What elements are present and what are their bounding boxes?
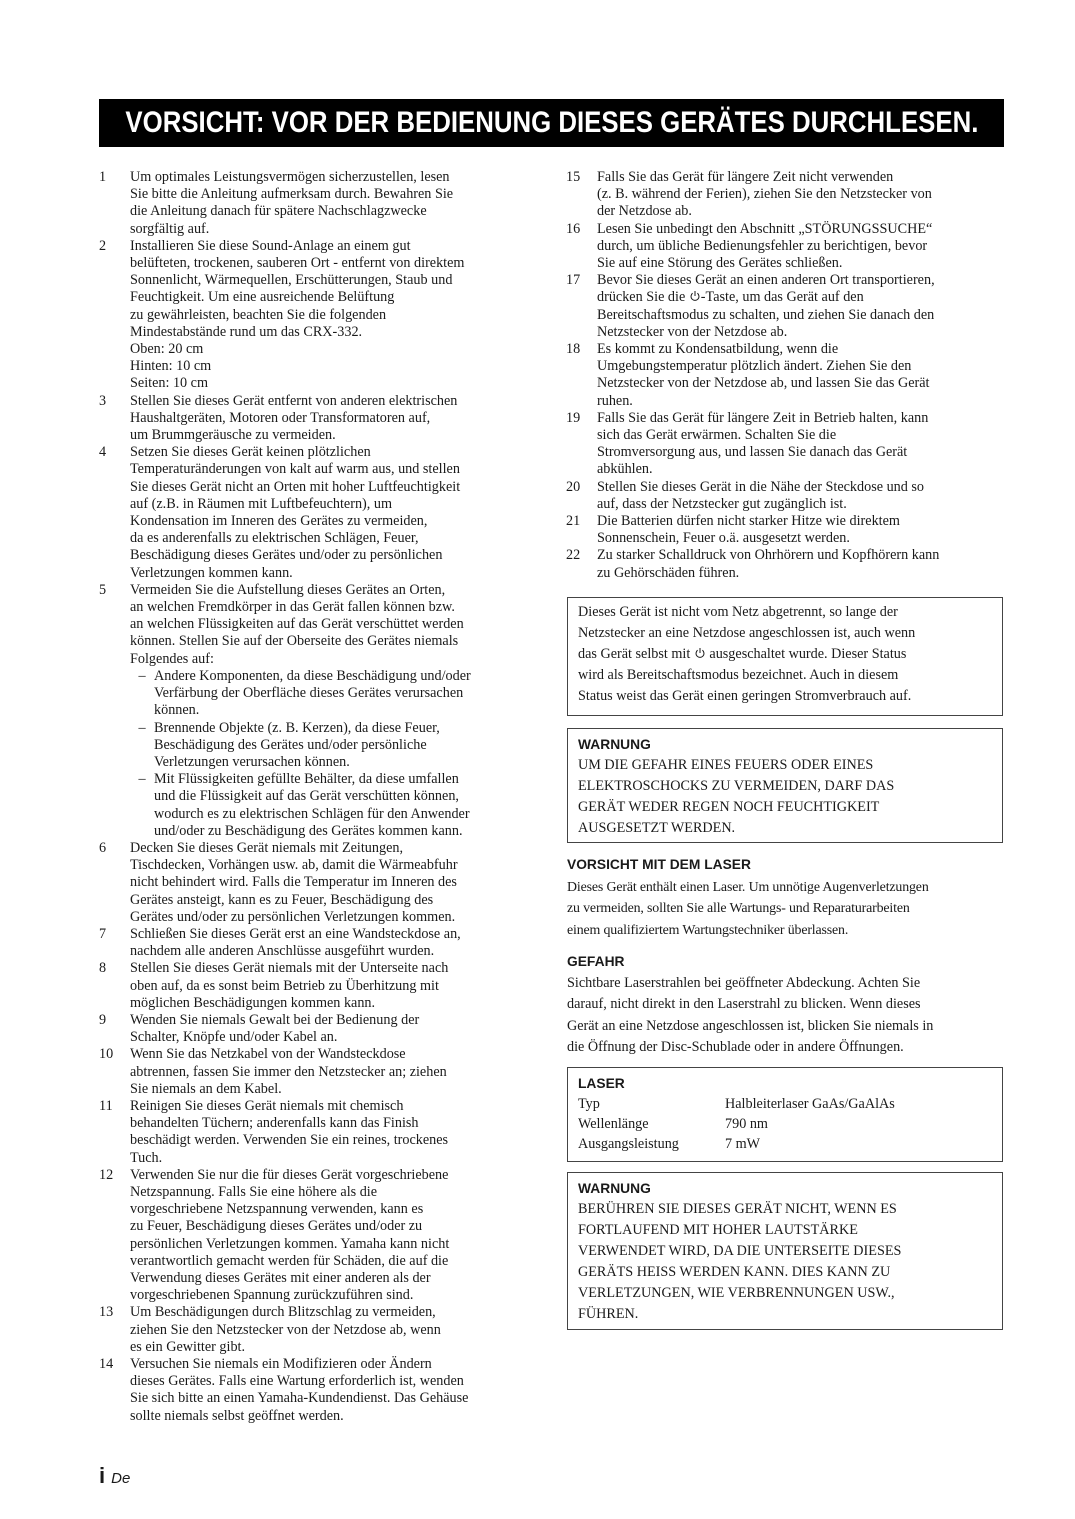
item-number: 16 [566,220,581,237]
text-line: da es anderenfalls zu elektrischen Schlägen, Feuer, [130,530,419,547]
text-line: belüfteten, trockenen, sauberen Ort - entfernt von direktem [130,255,465,272]
item-text [130,393,537,445]
item-text [597,479,1004,513]
text-line: Reinigen Sie dieses Gerät niemals mit chemisch [130,1097,404,1114]
item-number: 12 [99,1166,114,1183]
left-column [99,169,537,1425]
item-number: 3 [99,392,107,409]
sub-item-dash: – [138,667,146,684]
text-line: Verletzungen verursachen können. [154,753,350,770]
text-line: Lesen Sie unbedingt den Abschnitt „STÖRUNGSSUCHE“ [597,220,933,237]
danger-heading: GEFAHR [567,954,625,969]
item-text [597,221,1004,273]
text-line: Netzstecker von der Netzdose ab, und lassen Sie das Gerät [597,375,930,392]
list-item [99,444,537,582]
page-title: VORSICHT: VOR DER BEDIENUNG DIESES GERÄTES DURCHLESEN. [125,106,978,139]
list-item [99,393,537,445]
list-item [99,960,537,1012]
list-item [99,1356,537,1425]
text-line: Verwendung dieses Gerätes mit einer anderen als der [130,1270,431,1286]
item-number: 19 [566,409,581,426]
text-line: die Anleitung danach für spätere Nachschlagzwecke [130,203,427,220]
text-line: Beschädigung des Gerätes und/oder persönliche [154,736,427,753]
item-text [130,238,537,393]
item-number: 1 [99,169,107,185]
text-line: FÜHREN. [578,1306,639,1322]
item-number: 20 [566,478,581,495]
list-item [566,479,1004,513]
text-line: Sonnenschein, Feuer o.ä. ausgesetzt werden. [597,530,850,547]
sub-item-dash: – [138,719,146,736]
item-text [130,169,537,238]
list-item [99,926,537,960]
text-line: können. [154,702,200,719]
box-heading: WARNUNG [578,1181,651,1196]
item-number: 21 [566,513,581,530]
text-line: Wenn Sie das Netzkabel von der Wandsteckdose [130,1046,406,1063]
list-item [566,169,1004,221]
text-line: Oben: 20 cm [130,341,204,358]
warning-box-moisture [567,728,1003,843]
text-line: Sichtbare Laserstrahlen bei geöffneter Abdeckung. Achten Sie [567,975,921,991]
text-line: beschädigt werden. Verwenden Sie ein reines, trockenes [130,1132,449,1149]
power-standby-icon [694,647,706,659]
text-line: die Öffnung der Disc-Schublade oder in andere Öffnungen. [567,1038,904,1055]
item-number: 15 [566,169,581,185]
text-line: zu vermeiden, sollten Sie alle Wartungs- und Reparaturarbeiten [567,901,910,917]
text-line: Decken Sie dieses Gerät niemals mit Zeitungen, [130,839,404,856]
text-line: Bevor Sie dieses Gerät an einen anderen Ort transportieren, [597,272,935,289]
text-line: GERÄTS HEISS WERDEN KANN. DIES KANN ZU [578,1264,891,1280]
text-line: Umgebungstemperatur plötzlich ändert. Ziehen Sie den [597,358,912,375]
text-line: ruhen. [597,392,633,409]
item-number: 8 [99,960,107,977]
text-line: zu Gehörschäden führen. [597,564,740,581]
text-line: Netzstecker an eine Netzdose angeschlossen ist, auch wenn [578,625,916,641]
text-line: Gerätes ansteigt, kann es zu Feuer, Beschädigung des [130,891,434,908]
laser-caution-text [567,877,1005,941]
list-item [99,1046,537,1098]
text-line: zu Feuer, Beschädigung dieses Gerätes und/oder zu [130,1218,423,1235]
item-text [597,513,1004,547]
list-item [99,1098,537,1167]
item-number: 17 [566,272,581,289]
right-column [566,169,1004,582]
text-line: ELEKTROSCHOCKS ZU VERMEIDEN, DARF DAS [578,778,895,794]
danger-text [567,973,1005,1058]
spec-label: Wellenlänge [578,1116,649,1132]
text-line: Dieses Gerät enthält einen Laser. Um unnötige Augenverletzungen [567,880,929,895]
sub-item-text [154,668,537,720]
text-line: Seiten: 10 cm [130,375,209,392]
text-line: das Gerät selbst mit ausgeschaltet wurde. Dieser Status [578,646,907,662]
text-line: vorgeschriebenen Spannung zurückzuführen sind. [130,1287,414,1304]
text-line: einem qualifiziertem Wartungstechniker überlassen. [567,922,849,938]
spec-value: 790 nm [725,1116,768,1132]
text-line: darauf, nicht direkt in den Laserstrahl zu blicken. Wenn dieses [567,996,921,1013]
text-line: Gerätes und/oder zu persönlichen Verletzungen kommen. [130,908,456,925]
text-line: Um optimales Leistungsvermögen sicherzustellen, lesen [130,169,450,185]
text-line: drücken Sie die -Taste, um das Gerät auf den [597,289,864,306]
text-line: Stellen Sie dieses Gerät in die Nähe der Steckdose und so [597,478,925,495]
list-item [566,410,1004,479]
list-item [99,840,537,926]
item-text [130,1356,537,1425]
text-line: und/oder zu Beschädigung des Gerätes kommen kann. [154,822,463,839]
list-item [566,547,1004,581]
list-item [99,1012,537,1046]
laser-caution-heading: VORSICHT MIT DEM LASER [567,857,751,872]
text-line: Gerät an eine Netzdose angeschlossen ist, blicken Sie niemals in [567,1017,934,1034]
spec-row [578,1094,992,1114]
list-item [99,238,537,393]
sub-item-text [154,720,537,772]
text-line: Wenden Sie niemals Gewalt bei der Bedienung der [130,1011,420,1028]
item-text [597,341,1004,410]
item-text [130,926,537,960]
text-line: Temperaturänderungen von kalt auf warm aus, und stellen [130,461,460,478]
item-text [597,410,1004,479]
item-number: 5 [99,581,107,598]
item-text [597,547,1004,581]
text-line: Tuch. [130,1149,163,1166]
list-item [566,513,1004,547]
spec-label: Ausgangsleistung [578,1136,679,1152]
sub-list-item [130,771,537,840]
spec-row [578,1114,992,1134]
language-code: De [111,1470,131,1487]
text-line: Beschädigung dieses Gerätes und/oder zu persönlichen [130,547,443,564]
text-line: Folgendes auf: [130,650,214,667]
text-line: an welchen Fremdkörper in das Gerät fallen können bzw. [130,599,455,616]
text-line: Um Beschädigungen durch Blitzschlag zu vermeiden, [130,1304,436,1321]
text-line: Mit Flüssigkeiten gefüllte Behälter, da diese umfallen [154,771,459,788]
text-line: oben auf, da es sonst beim Betrieb zu Überhitzung mit [130,977,439,994]
item-number: 7 [99,925,107,942]
list-item [99,1167,537,1305]
text-line: Dieses Gerät ist nicht vom Netz abgetrennt, so lange der [578,604,898,620]
text-line: BERÜHREN SIE DIESES GERÄT NICHT, WENN ES [578,1201,897,1217]
item-number: 2 [99,237,107,254]
spec-row [578,1134,992,1154]
text-line: Kondensation im Inneren des Gerätes zu vermeiden, [130,513,428,530]
text-line: Verfärbung der Oberfläche dieses Gerätes verursachen [154,685,464,702]
text-line: und die Flüssigkeit auf das Gerät verschütten können, [154,788,459,805]
text-line: auf, dass der Netzstecker gut zugänglich ist. [597,495,847,512]
text-line: Die Batterien dürfen nicht starker Hitze wie direktem [597,513,900,530]
text-line: Falls Sie das Gerät für längere Zeit in Betrieb halten, kann [597,409,929,426]
text-line: nicht behindert wird. Falls die Temperatur im Inneren des [130,874,457,891]
list-item [566,341,1004,410]
text-line: VERWENDET WIRD, DA DIE UNTERSEITE DIESES [578,1243,902,1259]
item-number: 14 [99,1356,114,1373]
text-line: vorgeschriebene Netzspannung verwenden, kann es [130,1201,424,1218]
page-footer [99,1463,130,1489]
text-line: behandelten Tüchern; anderenfalls kann das Finish [130,1115,419,1132]
text-line: Sie niemals an dem Kabel. [130,1080,282,1097]
text-line: der Netzdose ab. [597,203,692,220]
sub-item-dash: – [138,771,146,788]
text-line: durch, um übliche Bedienungsfehler zu berichtigen, bevor [597,237,928,254]
text-line: Sie auf eine Störung des Gerätes schließen. [597,255,843,272]
item-number: 18 [566,341,581,358]
text-line: Vermeiden Sie die Aufstellung dieses Gerätes an Orten, [130,581,446,598]
text-line: wird als Bereitschaftsmodus bezeichnet. Auch in diesem [578,667,899,683]
text-line: UM DIE GEFAHR EINES FEUERS ODER EINES [578,757,874,773]
box-heading: WARNUNG [578,737,651,752]
standby-notice-box [567,597,1003,716]
text-line: an welchen Flüssigkeiten auf das Gerät verschüttet werden [130,616,464,633]
text-line: Sonnenlicht, Wärmequellen, Erschütterungen, Staub und [130,272,453,289]
text-line: Stellen Sie dieses Gerät entfernt von anderen elektrischen [130,392,458,409]
text-line: zu gewährleisten, beachten Sie die folgenden [130,306,387,323]
text-line: verantwortlich gemacht werden für Schäden, die auf die [130,1252,449,1269]
text-line: Stromversorgung aus, und lassen Sie danach das Gerät [597,444,908,461]
text-line: persönlichen Verletzungen kommen. Yamaha kann nicht [130,1235,450,1252]
laser-spec-box [567,1067,1003,1162]
text-line: Schalter, Knöpfe und/oder Kabel an. [130,1029,338,1046]
text-line: FORTLAUFEND MIT HOHER LAUTSTÄRKE [578,1222,858,1238]
text-line: abkühlen. [597,461,653,478]
item-number: 4 [99,444,107,461]
item-number: 9 [99,1011,107,1028]
text-line: um Brummgeräusche zu vermeiden. [130,427,336,444]
text-line: Es kommt zu Kondensatbildung, wenn die [597,341,839,358]
spec-label: Typ [578,1096,600,1112]
text-line: es ein Gewitter gibt. [130,1338,246,1355]
item-text [130,1167,537,1305]
item-text [130,1098,537,1167]
item-number: 22 [566,547,581,564]
item-text [130,1012,537,1046]
text-line: (z. B. während der Ferien), ziehen Sie den Netzstecker von [597,186,932,203]
sub-list-item [130,720,537,772]
item-number: 6 [99,839,107,856]
text-line: ziehen Sie den Netzstecker von der Netzdose ab, wenn [130,1321,441,1338]
item-text [130,960,537,1012]
text-line: Bereitschaftsmodus zu schalten, und ziehen Sie danach den [597,306,935,323]
text-line: Netzstecker von der Netzdose ab. [597,323,788,340]
item-text [130,444,537,582]
item-text [130,1304,537,1356]
list-item [566,272,1004,341]
text-line: Schließen Sie dieses Gerät erst an eine Wandsteckdose an, [130,925,461,942]
item-text [597,272,1004,341]
text-line: Status weist das Gerät einen geringen Stromverbrauch auf. [578,688,912,704]
text-line: auf (z.B. in Räumen mit Luftbefeuchtern), um [130,495,392,512]
item-text [130,840,537,926]
text-line: Feuchtigkeit. Um eine ausreichende Belüftung [130,289,395,306]
text-line: Falls Sie das Gerät für längere Zeit nicht verwenden [597,169,894,185]
text-line: wodurch es zu elektrischen Schlägen für den Anwender [154,805,470,822]
spec-value: 7 mW [725,1136,761,1152]
item-text [130,1046,537,1098]
page-title-bar [99,99,1004,147]
text-line: Zu starker Schalldruck von Ohrhörern und Kopfhörern kann [597,547,940,564]
text-line: GERÄT WEDER REGEN NOCH FEUCHTIGKEIT [578,799,880,815]
text-line: AUSGESETZT WERDEN. [578,820,736,836]
text-line: Sie bitte die Anleitung aufmerksam durch. Bewahren Sie [130,186,454,203]
list-item [99,1304,537,1356]
text-line: sich das Gerät erwärmen. Schalten Sie die [597,427,837,444]
list-item [99,169,537,238]
text-line: VERLETZUNGEN, WIE VERBRENNUNGEN USW., [578,1285,895,1301]
text-line: sollte niemals selbst geöffnet werden. [130,1407,344,1424]
text-line: dieses Gerätes. Falls eine Wartung erforderlich ist, wenden [130,1373,464,1390]
item-number: 13 [99,1304,114,1321]
text-line: Stellen Sie dieses Gerät niemals mit der Unterseite nach [130,960,449,977]
item-number: 10 [99,1046,114,1063]
text-line: Hinten: 10 cm [130,358,212,375]
text-line: sorgfältig auf. [130,220,210,237]
text-line: Mindestabstände rund um das CRX-332. [130,323,363,340]
text-line: Haushaltgeräten, Motoren oder Transformatoren auf, [130,409,431,426]
text-line: abtrennen, fassen Sie immer den Netzstecker an; ziehen [130,1063,447,1080]
text-line: Tischdecken, Vorhängen usw. ab, damit die Wärmeabfuhr [130,857,458,874]
page-number: i [99,1463,106,1488]
list-item [99,582,537,668]
text-line: können. Stellen Sie auf der Oberseite des Gerätes niemals [130,633,459,650]
sub-item-text [154,771,537,840]
text-line: Netzspannung. Falls Sie eine höhere als die [130,1183,378,1200]
item-text [130,582,537,668]
text-line: Brennende Objekte (z. B. Kerzen), da diese Feuer, [154,719,440,736]
text-line: möglichen Beschädigungen kommen kann. [130,994,376,1011]
power-standby-icon [689,290,701,302]
text-line: Andere Komponenten, da diese Beschädigung und/oder [154,667,471,684]
text-line: nachdem alle anderen Anschlüsse ausgeführt wurden. [130,943,435,960]
text-line: Installieren Sie diese Sound-Anlage an einem gut [130,237,411,254]
text-line: Setzen Sie dieses Gerät keinen plötzlichen [130,444,371,461]
list-item [566,221,1004,273]
spec-value: Halbleiterlaser GaAs/GaAlAs [725,1096,895,1112]
item-number: 11 [99,1097,113,1114]
warning-box-heat [567,1172,1003,1330]
text-line: Sie dieses Gerät nicht an Orten mit hoher Luftfeuchtigkeit [130,478,461,495]
text-line: Sie sich bitte an einen Yamaha-Kundendienst. Das Gehäuse [130,1390,469,1407]
text-line: Verletzungen kommen kann. [130,564,293,581]
sub-list-item [130,668,537,720]
text-line: Versuchen Sie niemals ein Modifizieren oder Ändern [130,1356,432,1373]
box-heading: LASER [578,1076,625,1091]
text-line: Verwenden Sie nur die für dieses Gerät vorgeschriebene [130,1166,449,1183]
item-text [597,169,1004,221]
